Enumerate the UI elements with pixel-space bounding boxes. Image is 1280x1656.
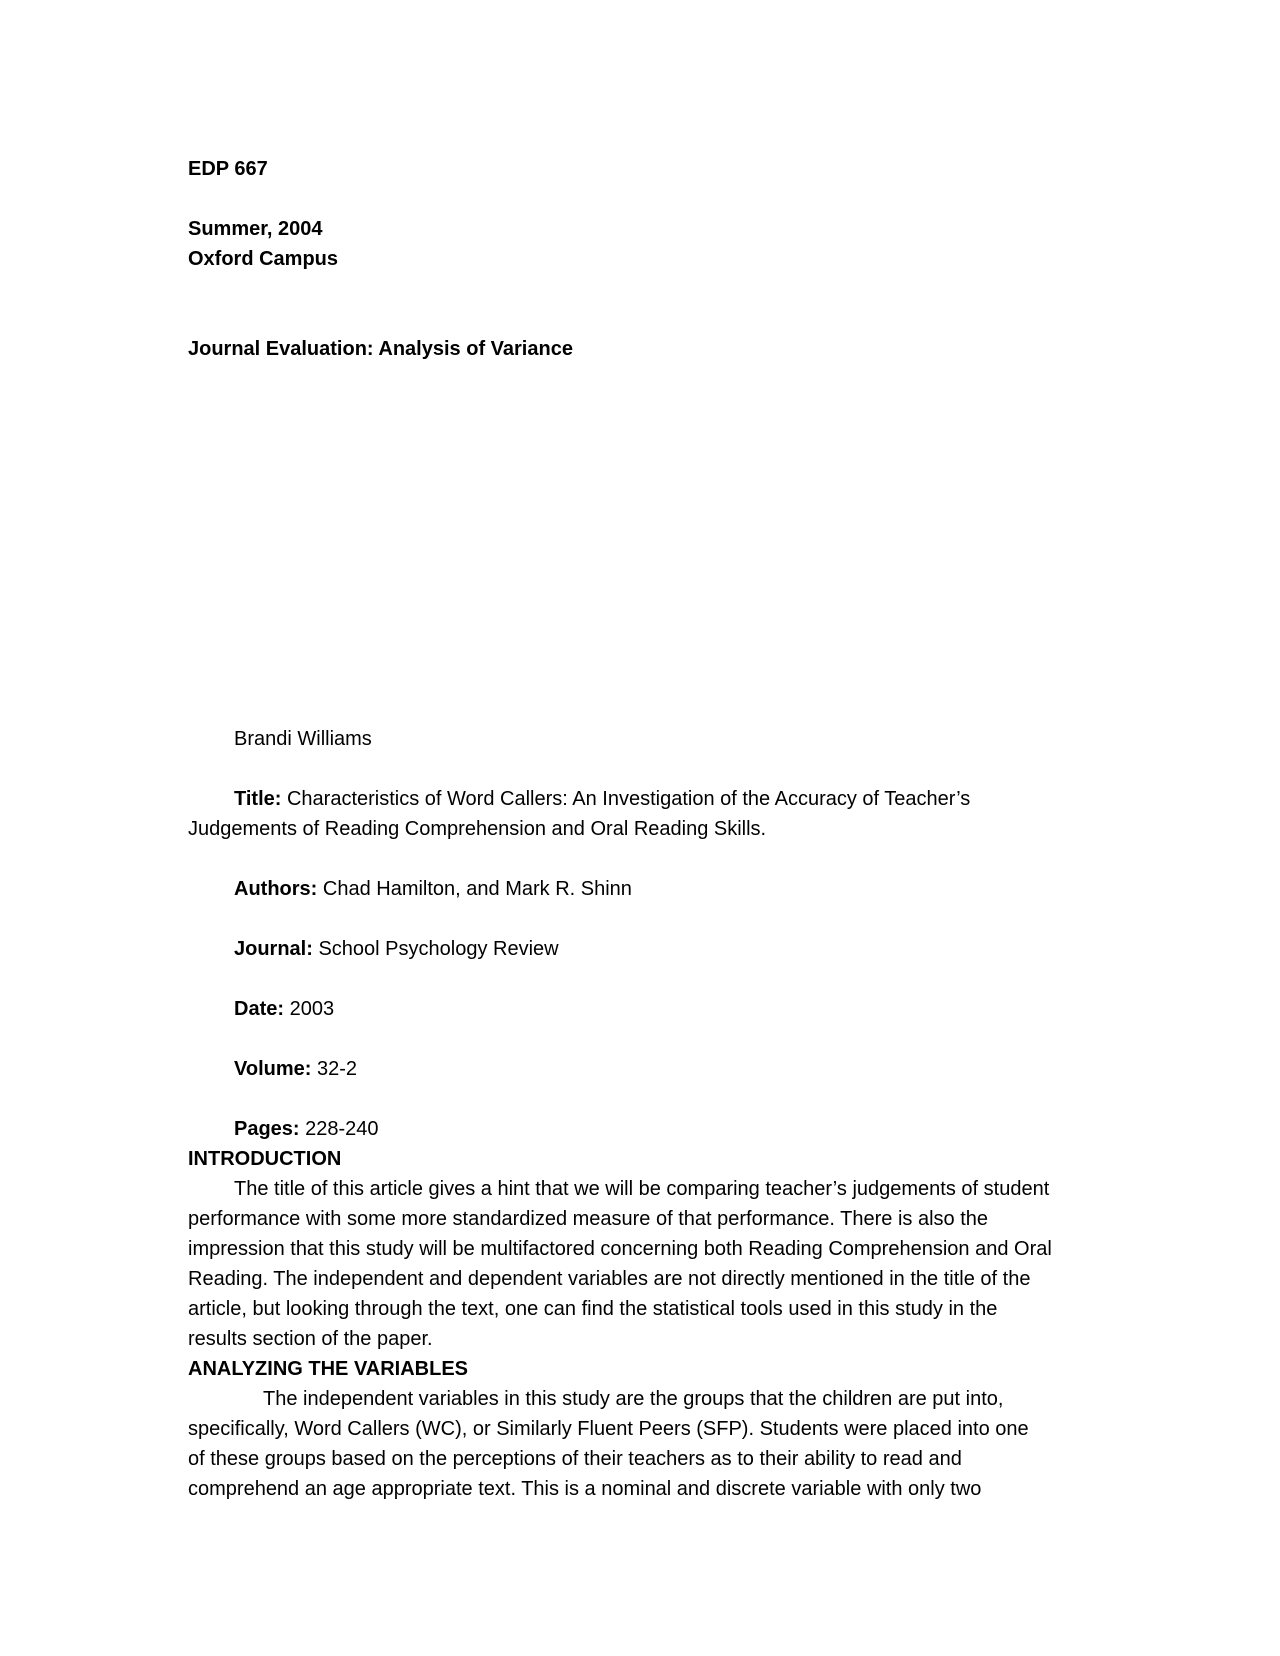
intro-line: impression that this study will be multifactored concerning both Reading Comprehension and Oral: [188, 1238, 1052, 1260]
authors-value: Chad Hamilton, and Mark R. Shinn: [317, 878, 632, 900]
intro-line: article, but looking through the text, one can find the statistical tools used in this study in the: [188, 1298, 998, 1320]
date-label: Date:: [234, 998, 285, 1020]
pages-value: 228-240: [299, 1118, 379, 1140]
variables-line: The independent variables in this study are the groups that the children are put into,: [263, 1388, 1004, 1410]
author-name: Brandi Williams: [234, 728, 372, 750]
introduction-heading: INTRODUCTION: [188, 1148, 342, 1170]
intro-line: Reading. The independent and dependent variables are not directly mentioned in the title of the: [188, 1268, 1031, 1290]
journal-value: School Psychology Review: [312, 938, 559, 960]
citation-title-line1: [234, 784, 970, 814]
variables-line: specifically, Word Callers (WC), or Similarly Fluent Peers (SFP). Students were placed into one: [188, 1418, 1029, 1440]
volume-value: 32-2: [311, 1058, 358, 1080]
variables-heading: ANALYZING THE VARIABLES: [188, 1358, 469, 1380]
course-code: EDP 667: [188, 158, 268, 180]
authors-label: Authors:: [234, 878, 318, 900]
intro-line: performance with some more standardized measure of that performance. There is also the: [188, 1208, 989, 1230]
campus: Oxford Campus: [188, 248, 339, 270]
date-value: 2003: [284, 998, 335, 1020]
citation-authors: [234, 874, 632, 904]
volume-label: Volume:: [234, 1058, 312, 1080]
term: Summer, 2004: [188, 218, 323, 240]
journal-label: Journal:: [234, 938, 313, 960]
assignment-title: Journal Evaluation: Analysis of Variance: [188, 338, 573, 360]
intro-line: The title of this article gives a hint that we will be comparing teacher’s judgements of student: [234, 1178, 1050, 1200]
citation-volume: [234, 1054, 357, 1084]
citation-date: [234, 994, 334, 1024]
introduction-paragraph: [188, 1174, 1098, 1354]
document-page: [188, 0, 1098, 1656]
pages-label: Pages:: [234, 1118, 300, 1140]
title-label: Title:: [234, 788, 282, 810]
intro-line: results section of the paper.: [188, 1328, 433, 1350]
citation-title-line2: Judgements of Reading Comprehension and Oral Reading Skills.: [188, 818, 767, 840]
variables-line: of these groups based on the perceptions of their teachers as to their ability to read and: [188, 1448, 962, 1470]
citation-journal: [234, 934, 559, 964]
citation-pages: [234, 1114, 379, 1144]
variables-paragraph: [188, 1384, 1098, 1504]
title-value: Characteristics of Word Callers: An Investigation of the Accuracy of Teacher’s: [281, 788, 971, 810]
variables-line: comprehend an age appropriate text. This is a nominal and discrete variable with only two: [188, 1478, 982, 1500]
